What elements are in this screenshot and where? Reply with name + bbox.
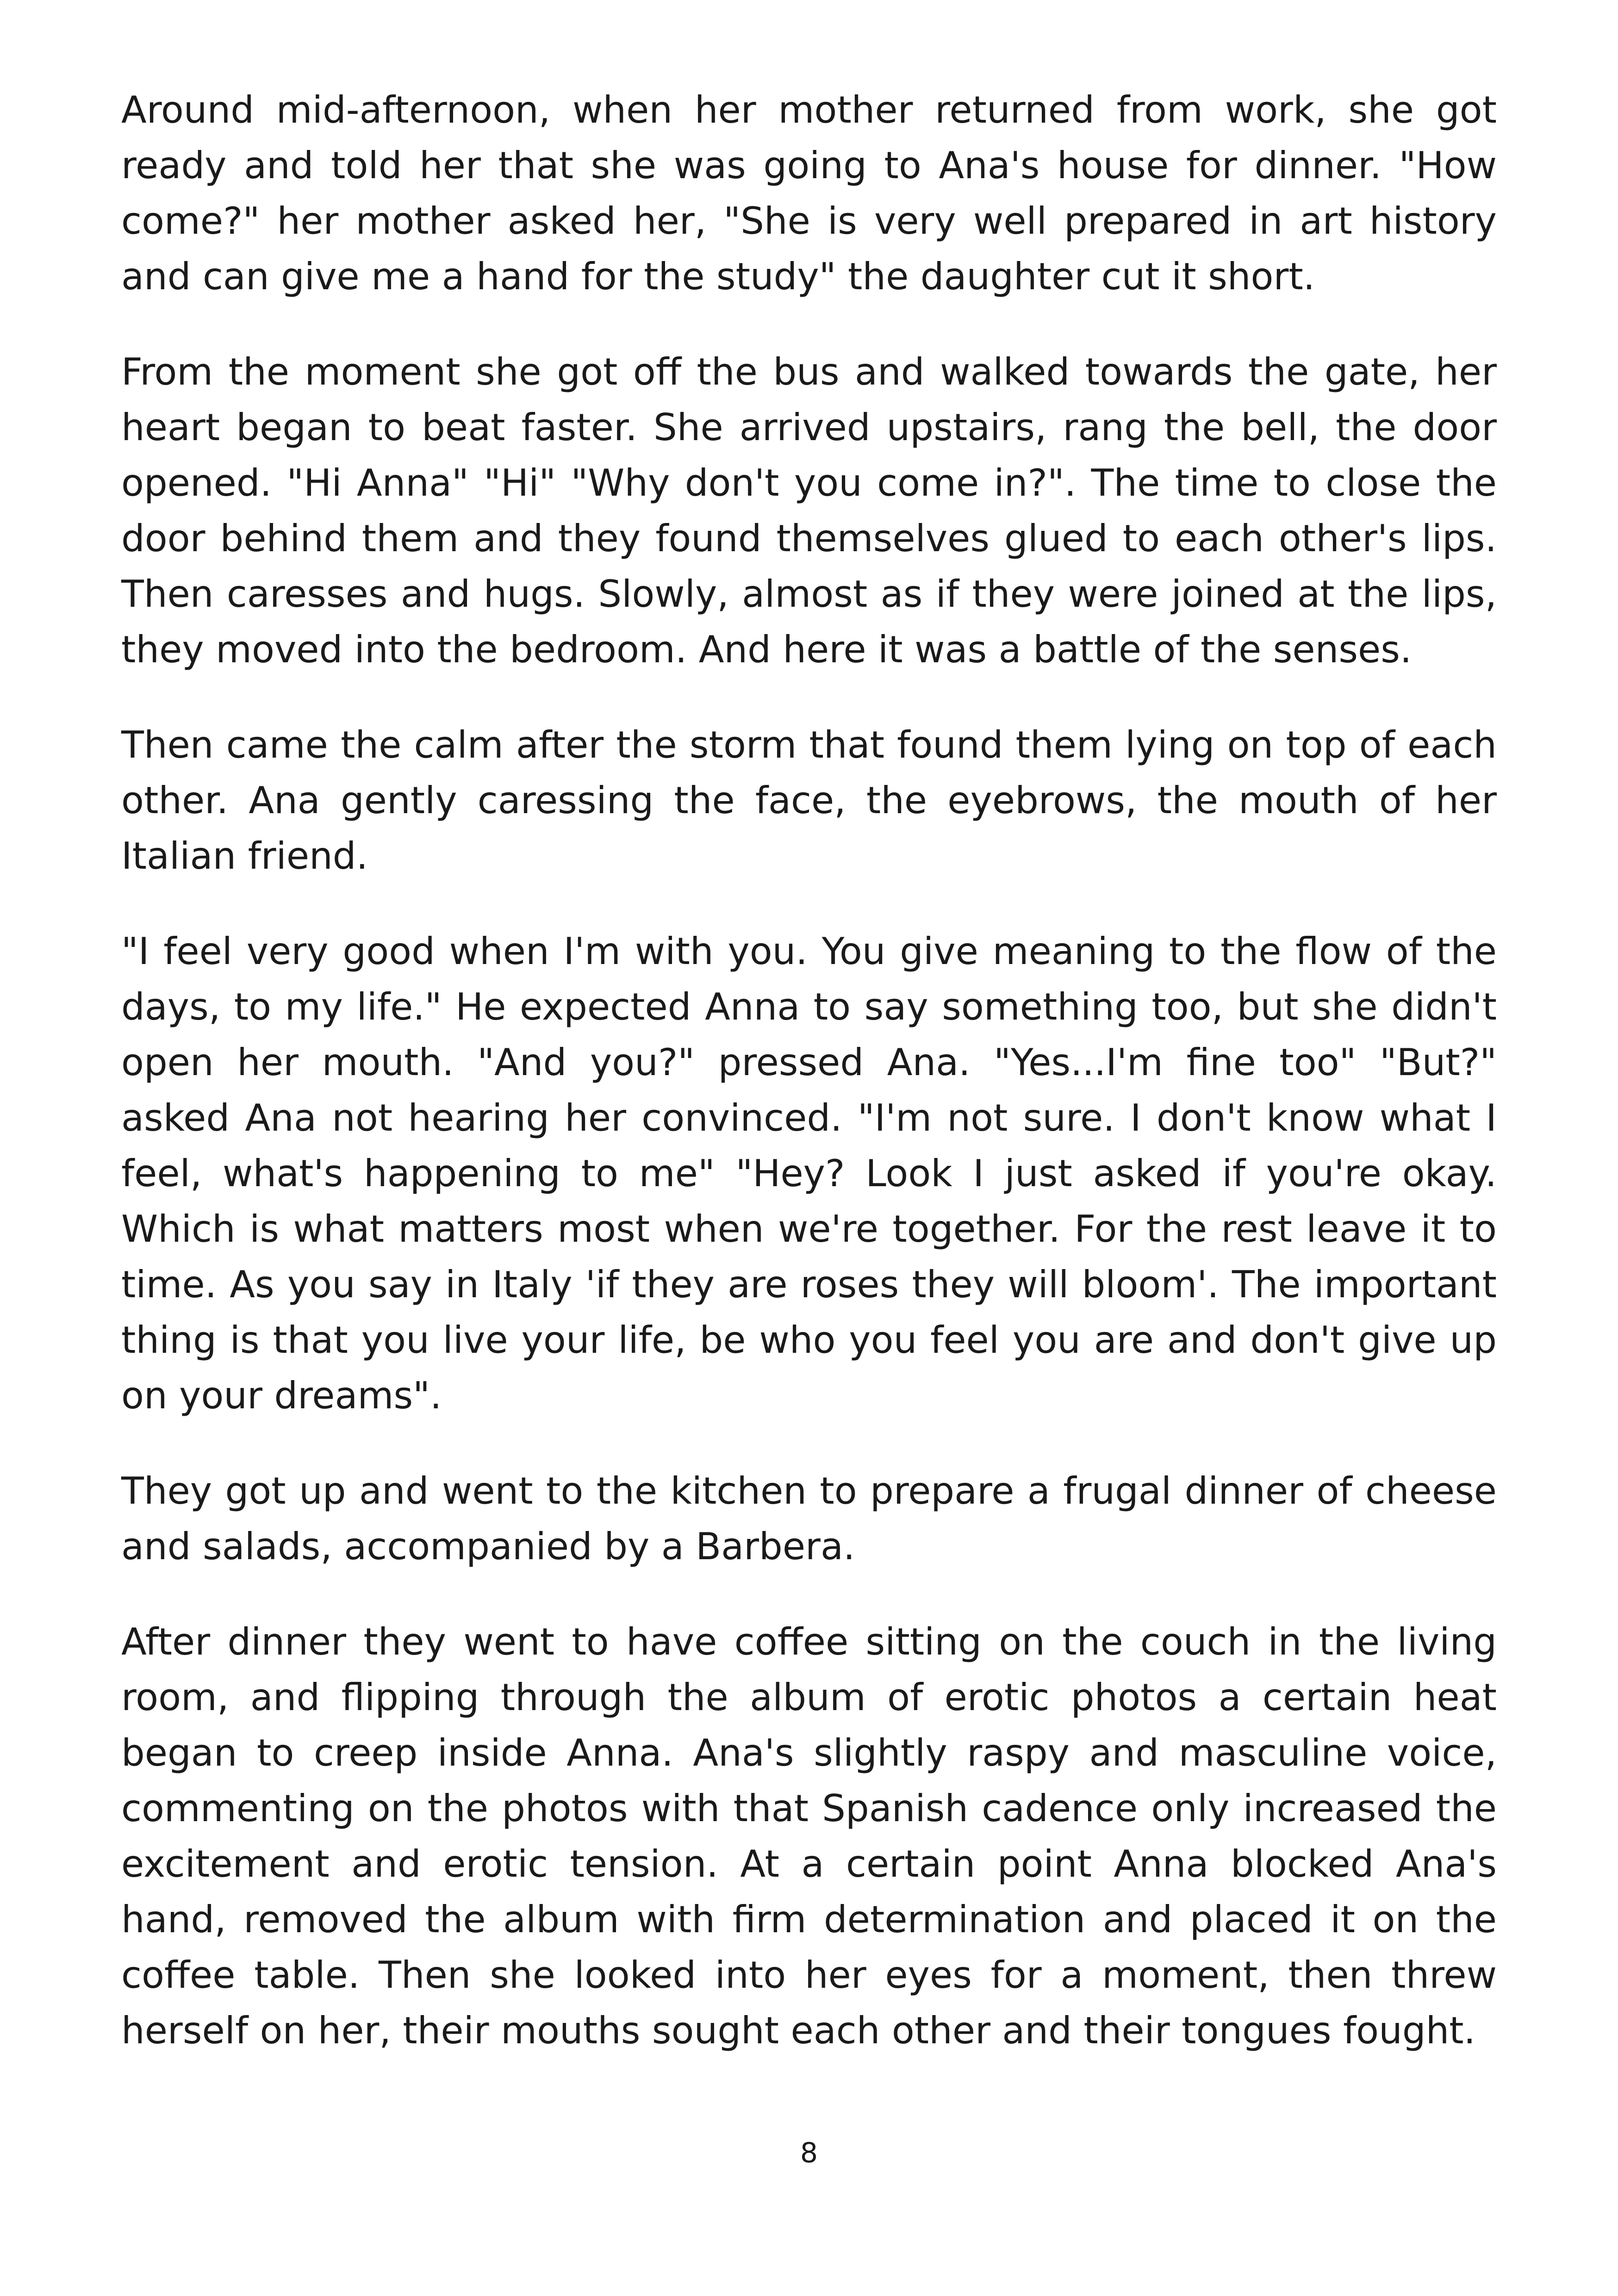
page-number: 8 — [800, 2137, 818, 2169]
paragraph-1: Around mid-afternoon, when her mother returned from work, she got ready and told her that she was going to Ana's house for dinner. "How come?" her mother asked her, "She is very well prepared in art history and can give me a hand for the study" the daughter cut it short. — [121, 88, 1497, 298]
body-text — [121, 82, 1497, 2098]
paragraph-2: From the moment she got off the bus and walked towards the gate, her heart began to beat faster. She arrived upstairs, rang the bell, the door opened. "Hi Anna" "Hi" "Why don't you come in?". The time to close the door behind them and they found themselves glued to each other's lips. Then caresses and hugs. Slowly, almost as if they were joined at the lips, they moved into the bedroom. And here it was a battle of the senses. — [121, 350, 1497, 671]
paragraph-6: After dinner they went to have coffee sitting on the couch in the living room, and flipping through the album of erotic photos a certain heat began to creep inside Anna. Ana's slightly raspy and masculine voice, commenting on the photos with that Spanish cadence only increased the excitement and erotic tension. At a certain point Anna blocked Ana's hand, removed the album with firm determination and placed it on the coffee table. Then she looked into her eyes for a moment, then threw herself on her, their mouths sought each other and their tongues fought. — [121, 1620, 1497, 2052]
paragraph-3: Then came the calm after the storm that found them lying on top of each other. Ana gently caressing the face, the eyebrows, the mouth of her Italian friend. — [121, 723, 1497, 877]
paragraph-4: "I feel very good when I'm with you. You give meaning to the flow of the days, to my life." He expected Anna to say something too, but she didn't open her mouth. "And you?" pressed Ana. "Yes...I'm fine too" "But?" asked Ana not hearing her convinced. "I'm not sure. I don't know what I feel, what's happening to me" "Hey? Look I just asked if you're okay. Which is what matters most when we're together. For the rest leave it to time. As you say in Italy 'if they are roses they will bloom'. The important thing is that you live your life, be who you feel you are and don't give up on your dreams". — [121, 930, 1497, 1417]
paragraph-5: They got up and went to the kitchen to prepare a frugal dinner of cheese and salads, accompanied by a Barbera. — [121, 1469, 1497, 1568]
